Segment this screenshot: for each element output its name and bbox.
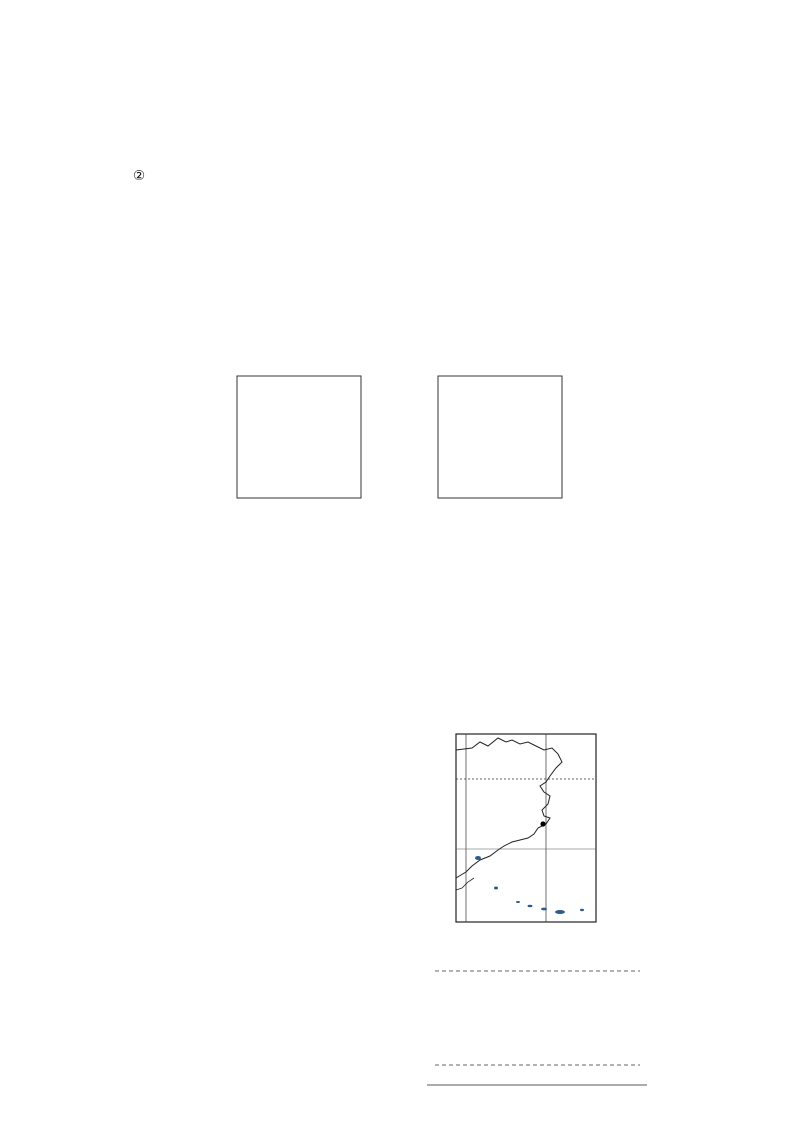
right-scatter-chart [438,376,562,498]
scatter-charts [200,352,620,524]
location-marker [540,821,545,826]
circled-two-glyph: ② [133,168,146,184]
chukotka-map [450,720,610,925]
population-pyramid [405,940,665,1105]
left-scatter-chart [237,376,361,498]
q11-item-2 [133,167,145,185]
